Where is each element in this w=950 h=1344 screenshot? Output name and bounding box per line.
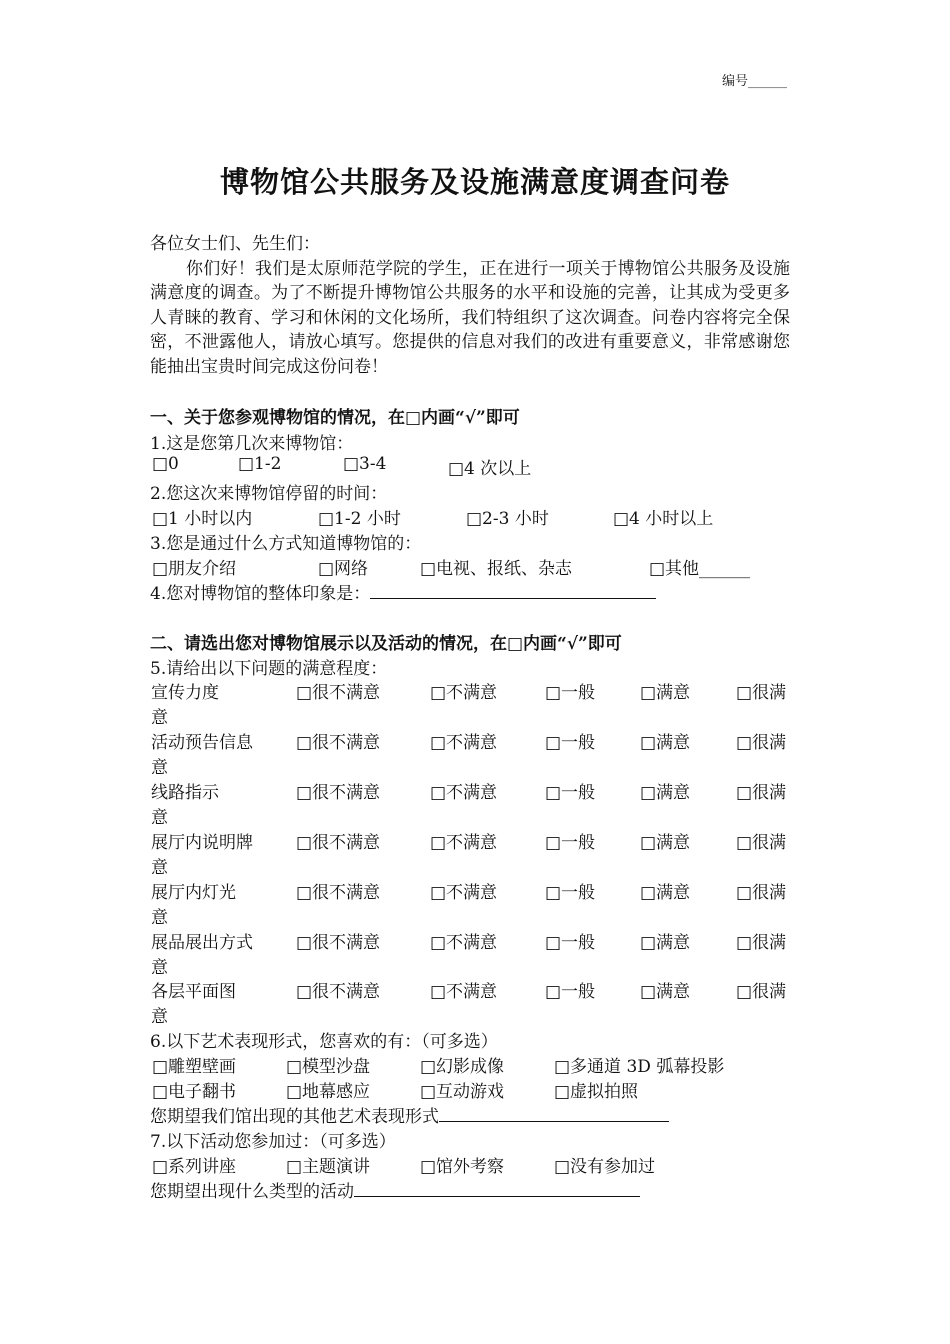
- q5-option[interactable]: □很不满意: [296, 683, 381, 703]
- q5-item-label: 宣传力度: [151, 683, 219, 703]
- question-4: 4.您对博物馆的整体印象是：: [150, 584, 371, 604]
- q5-option[interactable]: □很满: [736, 982, 787, 1002]
- question-1: 1.这是您第几次来博物馆：: [150, 434, 354, 454]
- q3-option[interactable]: □电视、报纸、杂志: [420, 559, 573, 579]
- q1-option[interactable]: □1-2: [238, 454, 282, 474]
- q1-option[interactable]: □3-4: [343, 454, 387, 474]
- section-1-heading: 一、关于您参观博物馆的情况，在□内画“√”即可: [150, 408, 520, 428]
- section-2-heading: 二、请选出您对博物馆展示以及活动的情况，在□内画“√”即可: [150, 634, 622, 654]
- q5-item-label: 各层平面图: [151, 982, 236, 1002]
- q5-option[interactable]: □很满: [736, 833, 787, 853]
- q5-option[interactable]: □一般: [545, 883, 596, 903]
- q1-option[interactable]: □0: [152, 454, 179, 474]
- q7-other-label: 您期望出现什么类型的活动: [150, 1182, 354, 1202]
- q5-option[interactable]: □不满意: [430, 683, 498, 703]
- q3-option[interactable]: □其他______: [649, 559, 751, 579]
- q7-option[interactable]: □系列讲座: [152, 1157, 237, 1177]
- q2-option[interactable]: □1-2 小时: [318, 509, 401, 529]
- q5-item-label: 展品展出方式: [151, 933, 253, 953]
- q5-wrap-char: 意: [151, 958, 168, 978]
- q5-option[interactable]: □不满意: [430, 933, 498, 953]
- q5-option[interactable]: □不满意: [430, 982, 498, 1002]
- q6-other-label: 您期望我们馆出现的其他艺术表现形式: [150, 1107, 439, 1127]
- q5-option[interactable]: □满意: [640, 933, 691, 953]
- q5-option[interactable]: □不满意: [430, 833, 498, 853]
- question-2: 2.您这次来博物馆停留的时间：: [150, 484, 388, 504]
- q5-option[interactable]: □一般: [545, 982, 596, 1002]
- q7-other-answer-line[interactable]: [354, 1180, 640, 1197]
- q5-option[interactable]: □不满意: [430, 783, 498, 803]
- q5-option[interactable]: □满意: [640, 982, 691, 1002]
- q5-wrap-char: 意: [151, 1007, 168, 1027]
- q2-option[interactable]: □4 小时以上: [613, 509, 714, 529]
- q3-option[interactable]: □网络: [318, 559, 369, 579]
- q6-option[interactable]: □雕塑壁画: [152, 1057, 237, 1077]
- q7-option[interactable]: □馆外考察: [420, 1157, 505, 1177]
- q5-option[interactable]: □一般: [545, 733, 596, 753]
- q6-option[interactable]: □互动游戏: [420, 1082, 505, 1102]
- q2-option[interactable]: □2-3 小时: [466, 509, 549, 529]
- q1-option[interactable]: □4 次以上: [448, 459, 532, 479]
- q5-option[interactable]: □很不满意: [296, 883, 381, 903]
- q6-option[interactable]: □多通道 3D 弧幕投影: [554, 1057, 725, 1077]
- q6-option[interactable]: □电子翻书: [152, 1082, 237, 1102]
- q5-option[interactable]: □满意: [640, 733, 691, 753]
- q5-option[interactable]: □很不满意: [296, 783, 381, 803]
- q7-option[interactable]: □主题演讲: [286, 1157, 371, 1177]
- question-3: 3.您是通过什么方式知道博物馆的：: [150, 534, 422, 554]
- q5-option[interactable]: □一般: [545, 783, 596, 803]
- greeting: 各位女士们、先生们：: [150, 234, 320, 254]
- q6-other-row: [150, 1102, 669, 1127]
- q5-item-label: 展厅内说明牌: [151, 833, 253, 853]
- q5-option[interactable]: □满意: [640, 833, 691, 853]
- q5-option[interactable]: □很不满意: [296, 833, 381, 853]
- q6-option[interactable]: □虚拟拍照: [554, 1082, 639, 1102]
- q7-option[interactable]: □没有参加过: [554, 1157, 656, 1177]
- intro-block: [150, 232, 790, 379]
- q5-wrap-char: 意: [151, 908, 168, 928]
- q5-option[interactable]: □很满: [736, 733, 787, 753]
- q5-option[interactable]: □一般: [545, 933, 596, 953]
- q5-item-label: 展厅内灯光: [151, 883, 236, 903]
- q6-option[interactable]: □地幕感应: [286, 1082, 371, 1102]
- q2-option[interactable]: □1 小时以内: [152, 509, 253, 529]
- question-5: 5.请给出以下问题的满意程度：: [150, 659, 388, 679]
- q3-option[interactable]: □朋友介绍: [152, 559, 237, 579]
- q5-option[interactable]: □不满意: [430, 733, 498, 753]
- q5-wrap-char: 意: [151, 758, 168, 778]
- q5-option[interactable]: □满意: [640, 683, 691, 703]
- q5-option[interactable]: □不满意: [430, 883, 498, 903]
- question-7: 7.以下活动您参加过：（可多选）: [150, 1132, 396, 1152]
- q5-option[interactable]: □满意: [640, 783, 691, 803]
- q6-option[interactable]: □幻影成像: [420, 1057, 505, 1077]
- q5-option[interactable]: □很满: [736, 883, 787, 903]
- q5-wrap-char: 意: [151, 708, 168, 728]
- q5-option[interactable]: □很满: [736, 683, 787, 703]
- q5-option[interactable]: □很不满意: [296, 733, 381, 753]
- intro-paragraph: 你们好！我们是太原师范学院的学生，正在进行一项关于博物馆公共服务及设施满意度的调查。为了不断提升博物馆公共服务的水平和设施的完善，让其成为受更多人青睐的教育、学习和休闲的文化场所，我们特组织了这次调查。问卷内容将完全保密，不泄露他人，请放心填写。您提供的信息对我们的改进有重要意义，非常感谢您能抽出宝贵时间完成这份问卷！: [150, 258, 790, 377]
- question-4-row: [150, 579, 656, 604]
- q5-option[interactable]: □很满: [736, 783, 787, 803]
- q5-option[interactable]: □一般: [545, 683, 596, 703]
- q5-option[interactable]: □很不满意: [296, 933, 381, 953]
- q5-wrap-char: 意: [151, 808, 168, 828]
- q5-item-label: 线路指示: [151, 783, 219, 803]
- question-6: 6.以下艺术表现形式，您喜欢的有：（可多选）: [150, 1032, 498, 1052]
- q7-other-row: [150, 1177, 640, 1202]
- serial-number-label: 编号______: [722, 74, 788, 89]
- q5-item-label: 活动预告信息: [151, 733, 253, 753]
- q5-option[interactable]: □很不满意: [296, 982, 381, 1002]
- q5-wrap-char: 意: [151, 858, 168, 878]
- page-title: 博物馆公共服务及设施满意度调查问卷: [219, 165, 730, 199]
- q6-option[interactable]: □模型沙盘: [286, 1057, 371, 1077]
- q4-answer-line[interactable]: [370, 582, 656, 599]
- q5-option[interactable]: □满意: [640, 883, 691, 903]
- q6-other-answer-line[interactable]: [439, 1105, 669, 1122]
- q5-option[interactable]: □很满: [736, 933, 787, 953]
- q5-option[interactable]: □一般: [545, 833, 596, 853]
